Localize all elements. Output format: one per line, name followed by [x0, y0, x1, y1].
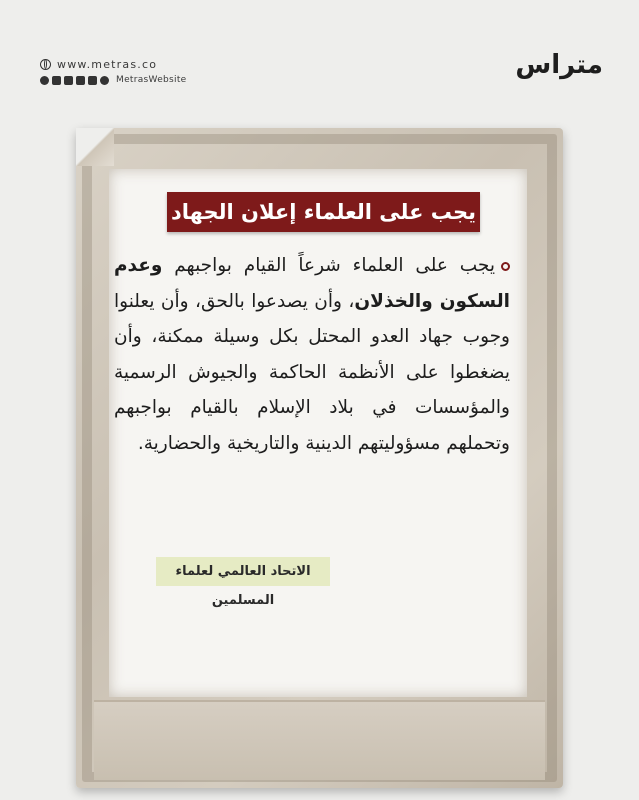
- body-intro: يجب على العلماء شرعاً القيام بواجبهم: [162, 255, 495, 276]
- social-row: [40, 75, 187, 85]
- card-title: يجب على العلماء إعلان الجهاد: [167, 192, 480, 232]
- metras-logo: [515, 50, 603, 80]
- paper-bottom-strip: [94, 700, 545, 780]
- paper-curl: [76, 128, 114, 166]
- card-body: [114, 248, 510, 461]
- header-contact: [40, 58, 187, 85]
- website-link[interactable]: www.metras.co: [57, 58, 158, 71]
- logo-text: متراس: [515, 50, 603, 80]
- social-handle[interactable]: MetrasWebsite: [116, 75, 187, 85]
- telegram-icon[interactable]: [40, 76, 49, 85]
- bullet-icon: [501, 262, 510, 271]
- website-row[interactable]: [40, 58, 187, 71]
- whatsapp-icon[interactable]: [100, 76, 109, 85]
- body-bold: وعدم السكون والخذلان: [114, 255, 511, 312]
- instagram-icon[interactable]: [88, 76, 97, 85]
- globe-icon: [40, 59, 51, 70]
- body-rest: ، وأن يصدعوا بالحق، وأن يعلنوا وجوب جهاد العدو المحتل بكل وسيلة ممكنة، وأن يضغطوا على الأنظمة الحاكمة والجيوش الرسمية والمؤسسات في بلاد الإسلام بالقيام بواجبهم وتحملهم مسؤوليتهم الدينية والتاريخية والحضارية.: [114, 290, 510, 454]
- source-label: الاتحاد العالمي لعلماء المسلمين: [156, 557, 330, 586]
- facebook-icon[interactable]: [76, 76, 85, 85]
- youtube-icon[interactable]: [52, 76, 61, 85]
- twitter-icon[interactable]: [64, 76, 73, 85]
